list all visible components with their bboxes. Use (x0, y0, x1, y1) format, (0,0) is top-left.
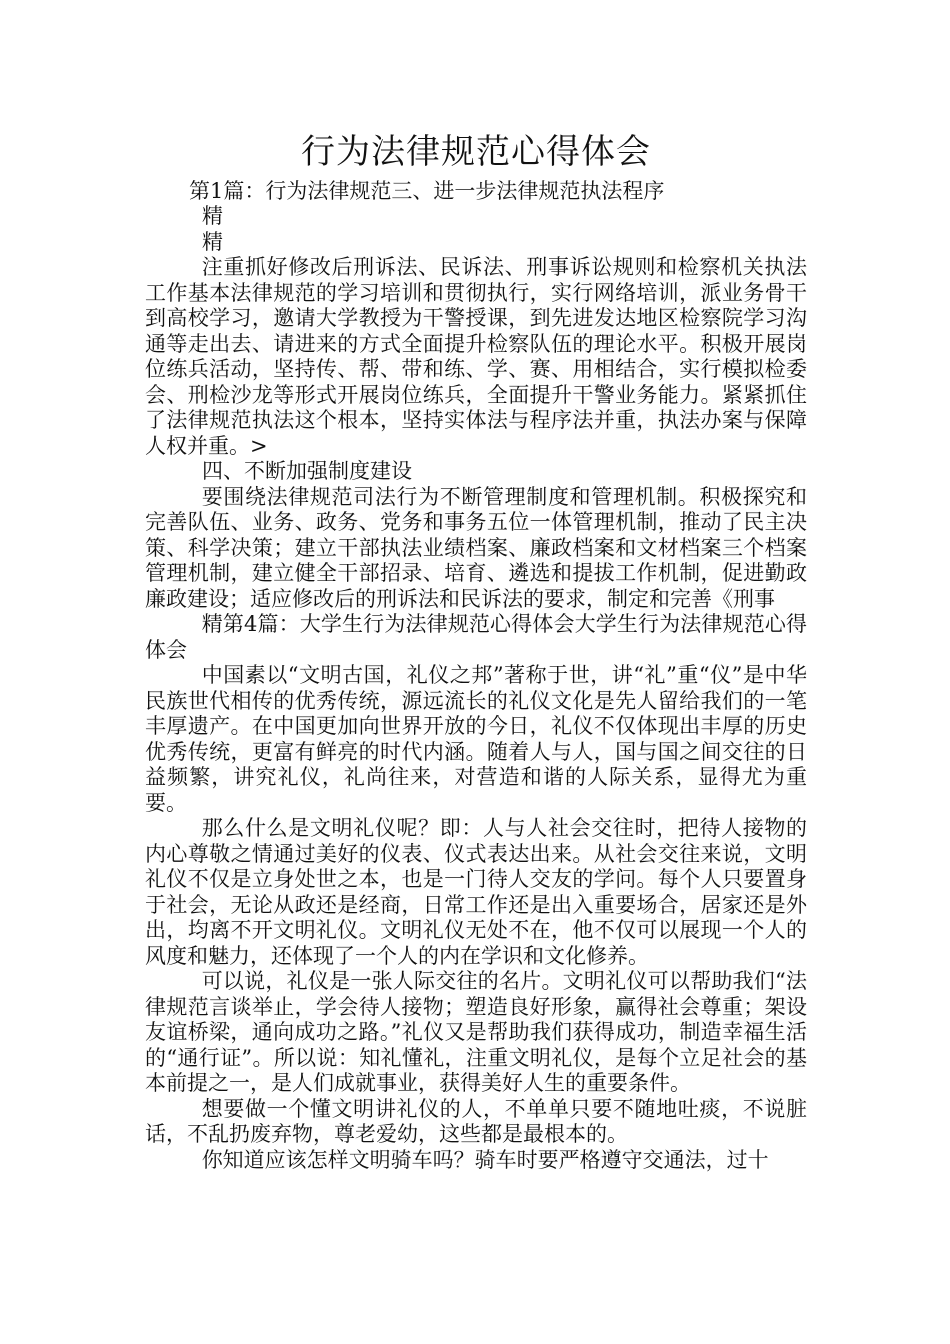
body-paragraph: 要围绕法律规范司法行为不断管理制度和管理机制。积极探究和完善队伍、业务、政务、党务和事务五位一体管理机制，推动了民主决策、科学决策；建立干部执法业绩档案、廉政档案和文材档案三个档案管理机制，建立健全干部招录、培育、遴选和提拔工作机制，促进勤政廉政建设；适应修改后的刑诉法和民诉法的要求，制定和完善《刑事 (145, 484, 807, 611)
body-paragraph: 中国素以“文明古国，礼仪之邦”著称于世，讲“礼”重“仪”是中华民族世代相传的优秀传统，源远流长的礼仪文化是先人留给我们的一笔丰厚遗产。在中国更加向世界开放的今日，礼仪不仅体现出丰厚的历史优秀传统，更富有鲜亮的时代内涵。随着人与人，国与国之间交往的日益频繁，讲究礼仪，礼尚往来，对营造和谐的人际关系，显得尤为重要。 (145, 663, 807, 815)
document-title: 行为法律规范心得体会 (301, 132, 651, 172)
document-subtitle: 第1篇：行为法律规范三、进一步法律规范执法程序 (189, 179, 665, 203)
body-paragraph: 想要做一个懂文明讲礼仪的人，不单单只要不随地吐痰，不说脏话，不乱扔废弃物，尊老爱幼，这些都是最根本的。 (145, 1096, 807, 1146)
chapter-heading: 精第4篇：大学生行为法律规范心得体会大学生行为法律规范心得体会 (145, 612, 807, 662)
section-heading: 四、不断加强制度建设 (202, 459, 412, 483)
body-paragraph: 可以说，礼仪是一张人际交往的名片。文明礼仪可以帮助我们“法律规范言谈举止，学会待人接物；塑造良好形象，赢得社会尊重；架设友谊桥梁，通向成功之路。”礼仪又是帮助我们获得成功，制造幸福生活的“通行证”。所以说：知礼懂礼，注重文明礼仪，是每个立足社会的基本前提之一，是人们成就事业，获得美好人生的重要条件。 (145, 969, 807, 1095)
document-page (145, 130, 807, 1173)
body-paragraph: 你知道应该怎样文明骑车吗？骑车时要严格遵守交通法，过十 (201, 1147, 769, 1172)
body-line: 精 (202, 229, 223, 254)
body-paragraph: 那么什么是文明礼仪呢？即：人与人社会交往时，把待人接物的内心尊敬之情通过美好的仪表、仪式表达出来。从社会交往来说，文明礼仪不仅是立身处世之本，也是一门待人交友的学问。每个人只要置身于社会，无论从政还是经商，日常工作还是出入重要场合，居家还是外出，均离不开文明礼仪。文明礼仪无处不在，他不仅可以展现一个人的风度和魅力，还体现了一个人的内在学识和文化修养。 (145, 816, 807, 968)
body-line: 精 (202, 204, 223, 228)
body-paragraph: 注重抓好修改后刑诉法、民诉法、刑事诉讼规则和检察机关执法工作基本法律规范的学习培训和贯彻执行，实行网络培训，派业务骨干到高校学习，邀请大学教授为干警授课，到先进发达地区检察院学习沟通等走出去、请进来的方式全面提升检察队伍的理论水平。积极开展岗位练兵活动，坚持传、帮、带和练、学、赛、用相结合，实行模拟检委会、刑检沙龙等形式开展岗位练兵，全面提升干警业务能力。紧紧抓住了法律规范执法这个根本，坚持实体法与程序法并重，执法办案与保障人权并重。> (145, 255, 807, 458)
